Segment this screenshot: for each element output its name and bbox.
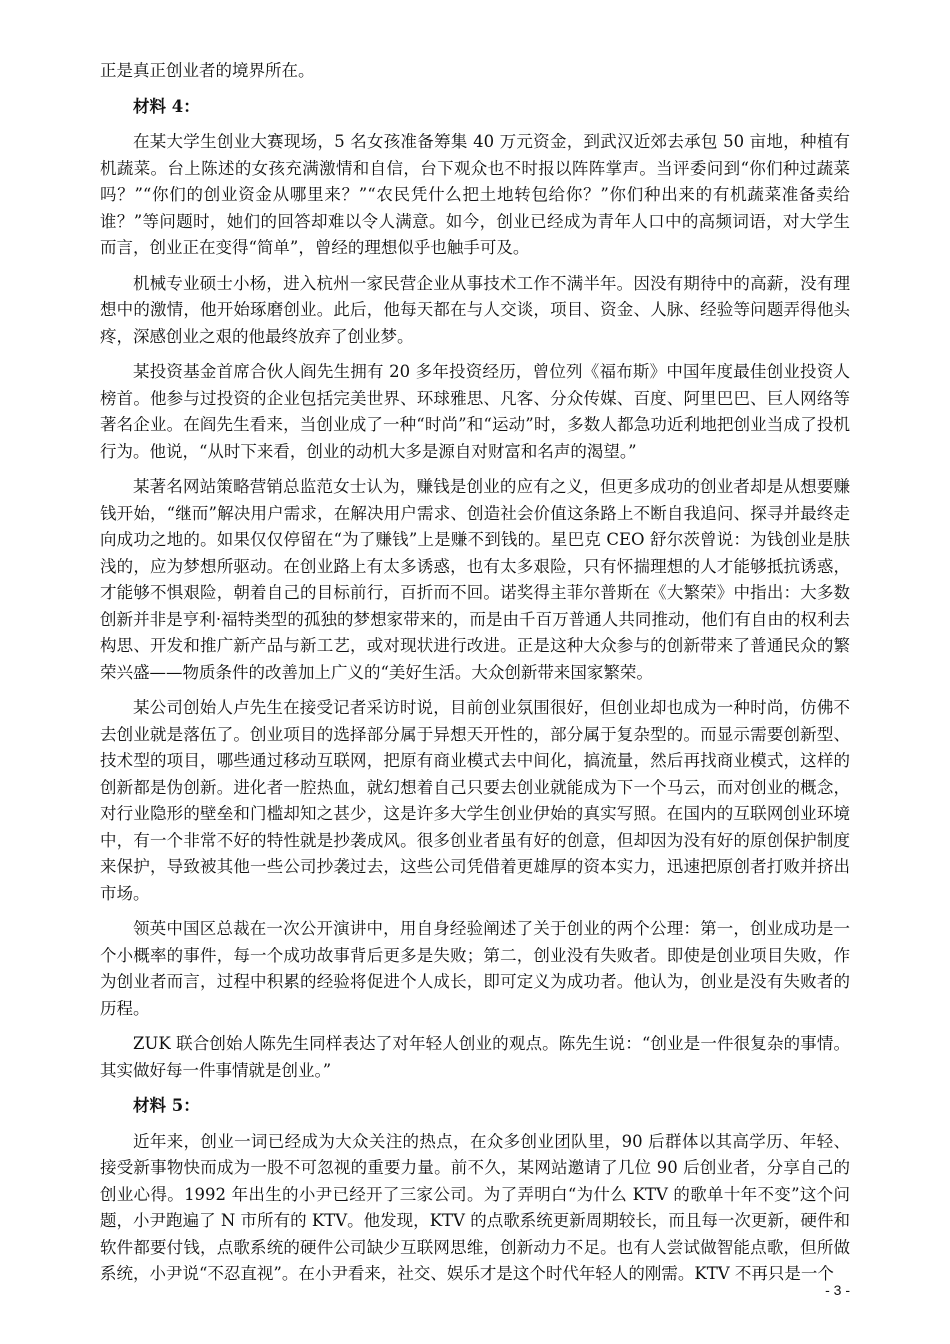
paragraph: 近年来，创业一词已经成为大众关注的热点，在众多创业团队里，90 后群体以其高学历、年轻、接受新事物快而成为一股不可忽视的重要力量。前不久，某网站邀请了几位 90 后创业者，分享自己的创业心得。1992 年出生的小尹已经开了三家公司。为了弄明白“为什么 KTV 的歌单十年不变”这个问题，小尹跑遍了 N 市所有的 KTV。他发现，KTV 的点歌系统更新周期较长，而且每一次更新，硬件和软件都要付钱，点歌系统的硬件公司缺少互联网思维，创新动力不足。也有人尝试做智能点歌，但所做系统，小尹说“不忍直视”。在小尹看来，社交、娱乐才是这个时代年轻人的刚需。KTV 不再只是一个	[100, 1131, 850, 1283]
section-heading: 材料 5：	[133, 1096, 200, 1115]
continuation-text: 正是真正创业者的境界所在。	[100, 61, 315, 80]
paragraph: 机械专业硕士小杨，进入杭州一家民营企业从事技术工作不满半年。因没有期待中的高薪，没有理想中的激情，他开始琢磨创业。此后，他每天都在与人交谈，项目、资金、人脉、经验等问题弄得他头疼，深感创业之艰的他最终放弃了创业梦。	[100, 273, 850, 346]
paragraph: 领英中国区总裁在一次公开演讲中，用自身经验阐述了关于创业的两个公理：第一，创业成功是一个小概率的事件，每一个成功故事背后更多是失败；第二，创业没有失败者。即使是创业项目失败，作为创业者而言，过程中积累的经验将促进个人成长，即可定义为成功者。他认为，创业是没有失败者的历程。	[100, 919, 850, 1018]
section-material-5	[100, 1093, 850, 1288]
paragraph: 某著名网站策略营销总监范女士认为，赚钱是创业的应有之义，但更多成功的创业者却是从想要赚钱开始，“继而”解决用户需求，在解决用户需求、创造社会价值这条路上不断自我追问、探寻并最终走向成功之地的。如果仅仅停留在“为了赚钱”上是赚不到钱的。星巴克 CEO 舒尔茨曾说：为钱创业是肤浅的，应为梦想所驱动。在创业路上有太多诱惑，也有太多艰险，只有怀揣理想的人才能够抵抗诱惑，才能够不惧艰险，朝着自己的目标前行，百折而不回。诺奖得主菲尔普斯在《大繁荣》中指出：大多数创新并非是亨利·福特类型的孤独的梦想家带来的，而是由千百万普通人共同推动，他们有自由的权利去构思、开发和推广新产品与新工艺，或对现状进行改进。正是这种大众参与的创新带来了普通民众的繁荣兴盛——物质条件的改善加上广义的“美好生活。大众创新带来国家繁荣。	[100, 477, 850, 682]
paragraph: 在某大学生创业大赛现场，5 名女孩准备筹集 40 万元资金，到武汉近郊去承包 50 亩地，种植有机蔬菜。台上陈述的女孩充满激情和自信，台下观众也不时报以阵阵掌声。当评委问到“你们种过蔬菜吗？”“你们的创业资金从哪里来？”“农民凭什么把土地转包给你？”你们种出来的有机蔬菜准备卖给谁？”等问题时，她们的回答却难以令人满意。如今，创业已经成为青年人口中的高频词语，对大学生而言，创业正在变得“简单”，曾经的理想似乎也触手可及。	[100, 132, 850, 257]
section-heading: 材料 4：	[133, 96, 200, 116]
paragraph: ZUK 联合创始人陈先生同样表达了对年轻人创业的观点。陈先生说：“创业是一件很复杂的事情。其实做好每一件事情就是创业。”	[100, 1034, 850, 1080]
paragraph: 某公司创始人卢先生在接受记者采访时说，目前创业氛围很好，但创业却也成为一种时尚，仿佛不去创业就是落伍了。创业项目的选择部分属于异想天开性的，部分属于复杂型的。而显示需要创新型、技术型的项目，哪些通过移动互联网，把原有商业模式去中间化，搞流量，然后再找商业模式，这样的创新都是伪创新。进化者一腔热血，就幻想着自己只要去创业就能成为下一个马云，而对创业的概念，对行业隐形的壁垒和门槛却知之甚少，这是许多大学生创业伊始的真实写照。在国内的互联网创业环境中，有一个非常不好的特性就是抄袭成风。很多创业者虽有好的创意，但却因为没有好的原创保护制度来保护，导致被其他一些公司抄袭过去，这些公司凭借着更雄厚的资本实力，迅速把原创者打败并挤出市场。	[100, 698, 850, 903]
paragraph: 某投资基金首席合伙人阎先生拥有 20 多年投资经历，曾位列《福布斯》中国年度最佳创业投资人榜首。他参与过投资的企业包括完美世界、环球雅思、凡客、分众传媒、百度、阿里巴巴、巨人网络等著名企业。在阎先生看来，当创业成了一种“时尚”和“运动”时，多数人都急功近利地把创业当成了投机行为。他说，“从时下来看，创业的动机大多是源自对财富和名声的渴望。”	[100, 362, 850, 461]
section-material-4	[100, 94, 850, 1085]
page-number: - 3 -	[825, 1282, 850, 1298]
